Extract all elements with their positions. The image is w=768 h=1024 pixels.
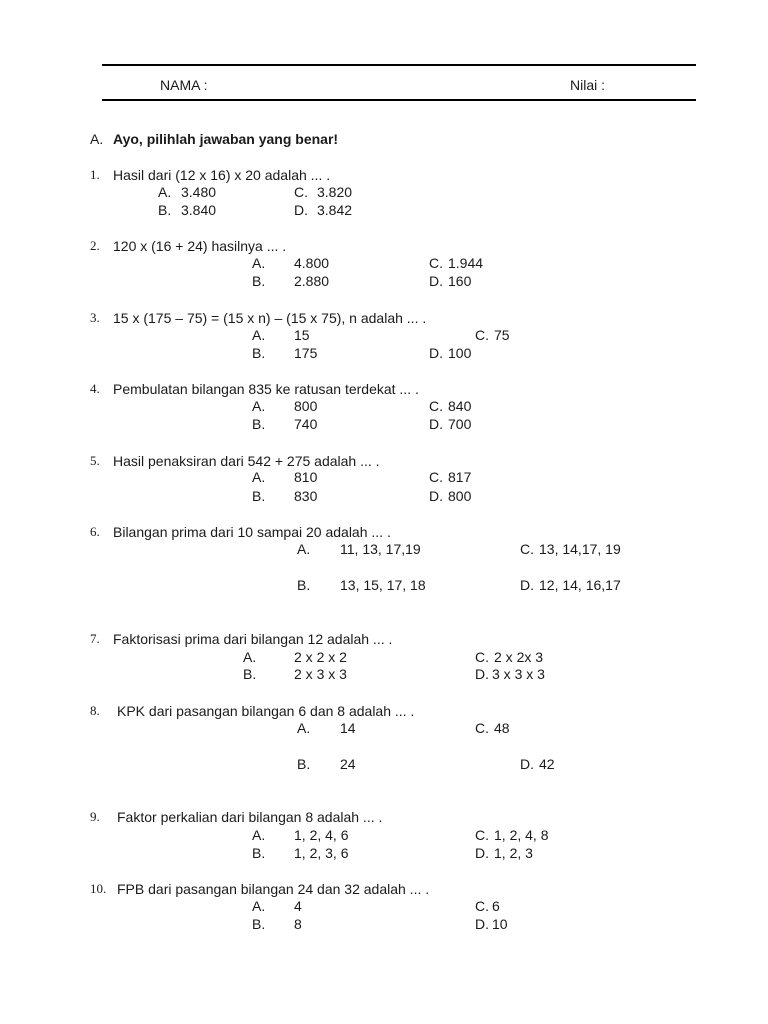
option-d-value: 42 xyxy=(539,756,555,772)
option-a-value: 1, 2, 4, 6 xyxy=(294,827,349,843)
option-a-value: 810 xyxy=(294,469,318,485)
option-b-value: 1, 2, 3, 6 xyxy=(294,845,349,861)
option-a-letter: A. xyxy=(158,184,172,200)
question-text: FPB dari pasangan bilangan 24 dan 32 adalah ... . xyxy=(117,881,430,897)
name-label: NAMA : xyxy=(160,77,208,93)
option-d-letter: D. xyxy=(429,273,443,289)
option-d-letter: D. xyxy=(429,416,443,432)
option-b-letter: B. xyxy=(243,666,257,682)
option-c-letter: C. xyxy=(475,827,489,843)
option-d-letter: D. xyxy=(520,756,534,772)
question-text: KPK dari pasangan bilangan 6 dan 8 adalah ... . xyxy=(117,703,415,719)
option-b-letter: B. xyxy=(252,416,266,432)
question-text: Hasil dari (12 x 16) x 20 adalah ... . xyxy=(113,167,331,183)
option-a-letter: A. xyxy=(252,827,266,843)
option-a-letter: A. xyxy=(252,898,266,914)
option-a-letter: A. xyxy=(297,541,311,557)
question-text: Faktorisasi prima dari bilangan 12 adalah ... . xyxy=(113,631,393,647)
option-a-letter: A. xyxy=(243,649,257,665)
option-c-letter: C. xyxy=(429,255,443,271)
option-a-letter: A. xyxy=(252,398,266,414)
question-number: 5. xyxy=(90,453,100,468)
question-number: 2. xyxy=(90,238,100,253)
option-b-letter: B. xyxy=(297,756,311,772)
question-text: Bilangan prima dari 10 sampai 20 adalah ... . xyxy=(113,524,391,540)
option-c-value: 13, 14,17, 19 xyxy=(539,541,621,557)
option-a-value: 800 xyxy=(294,398,318,414)
question-number: 3. xyxy=(90,310,100,325)
option-c-value: 6 xyxy=(492,898,500,914)
option-a-letter: A. xyxy=(252,469,266,485)
option-b-letter: B. xyxy=(252,488,266,504)
option-b-letter: B. xyxy=(158,202,172,218)
option-c-value: 1, 2, 4, 8 xyxy=(494,827,549,843)
option-a-value: 4 xyxy=(294,898,302,914)
option-b-value: 2.880 xyxy=(294,273,330,289)
option-b-value: 2 x 3 x 3 xyxy=(294,666,347,682)
option-c-value: 840 xyxy=(448,398,472,414)
option-d-value: 10 xyxy=(492,916,508,932)
option-a-letter: A. xyxy=(252,255,266,271)
question-number: 4. xyxy=(90,381,100,396)
option-c-letter: C. xyxy=(475,898,489,914)
option-d-letter: D. xyxy=(475,666,489,682)
option-d-letter: D. xyxy=(475,916,489,932)
option-d-value: 1, 2, 3 xyxy=(494,845,533,861)
option-b-letter: B. xyxy=(252,845,266,861)
option-d-letter: D. xyxy=(429,488,443,504)
option-c-letter: C. xyxy=(294,184,308,200)
option-d-value: 100 xyxy=(448,345,472,361)
option-d-value: 800 xyxy=(448,488,472,504)
question-text: 15 x (175 – 75) = (15 x n) – (15 x 75), n adalah ... . xyxy=(113,310,427,326)
section-instruction: Ayo, pilihlah jawaban yang benar! xyxy=(113,131,339,147)
option-d-letter: D. xyxy=(294,202,308,218)
option-b-value: 830 xyxy=(294,488,318,504)
option-c-value: 2 x 2x 3 xyxy=(494,649,544,665)
option-c-value: 3.820 xyxy=(317,184,353,200)
question-text: Pembulatan bilangan 835 ke ratusan terdekat ... . xyxy=(113,381,419,397)
header-bottom-rule xyxy=(102,99,696,101)
option-d-letter: D. xyxy=(520,577,534,593)
option-b-value: 3.840 xyxy=(181,202,217,218)
option-b-letter: B. xyxy=(297,577,311,593)
section-letter: A. xyxy=(90,131,104,147)
question-text: Faktor perkalian dari bilangan 8 adalah ... . xyxy=(117,809,383,825)
option-c-letter: C. xyxy=(475,649,489,665)
option-c-letter: C. xyxy=(520,541,534,557)
option-c-letter: C. xyxy=(429,469,443,485)
option-a-value: 3.480 xyxy=(181,184,217,200)
option-d-value: 700 xyxy=(448,416,472,432)
option-c-letter: C. xyxy=(475,720,489,736)
option-c-value: 48 xyxy=(494,720,510,736)
option-b-letter: B. xyxy=(252,345,266,361)
option-b-value: 13, 15, 17, 18 xyxy=(340,577,426,593)
option-b-letter: B. xyxy=(252,273,266,289)
question-number: 1. xyxy=(90,167,100,182)
option-a-value: 2 x 2 x 2 xyxy=(294,649,347,665)
question-number: 7. xyxy=(90,631,100,646)
option-a-value: 4.800 xyxy=(294,255,330,271)
option-a-value: 11, 13, 17,19 xyxy=(340,541,421,557)
option-a-value: 14 xyxy=(340,720,356,736)
option-a-letter: A. xyxy=(252,327,266,343)
option-b-value: 8 xyxy=(294,916,302,932)
option-d-value: 12, 14, 16,17 xyxy=(539,577,621,593)
header-top-rule xyxy=(102,64,696,66)
option-d-letter: D. xyxy=(475,845,489,861)
option-b-value: 24 xyxy=(340,756,356,772)
question-text: Hasil penaksiran dari 542 + 275 adalah ... . xyxy=(113,453,380,469)
option-a-letter: A. xyxy=(297,720,311,736)
question-number: 6. xyxy=(90,524,100,539)
option-d-value: 160 xyxy=(448,273,472,289)
option-c-value: 75 xyxy=(494,327,510,343)
option-a-value: 15 xyxy=(294,327,310,343)
option-b-value: 175 xyxy=(294,345,318,361)
score-label: Nilai : xyxy=(570,77,606,93)
option-c-letter: C. xyxy=(429,398,443,414)
option-b-letter: B. xyxy=(252,916,266,932)
option-d-letter: D. xyxy=(429,345,443,361)
option-c-value: 817 xyxy=(448,469,472,485)
option-d-value: 3.842 xyxy=(317,202,353,218)
option-c-value: 1.944 xyxy=(448,255,484,271)
question-number: 10. xyxy=(90,881,107,896)
option-c-letter: C. xyxy=(475,327,489,343)
option-d-value: 3 x 3 x 3 xyxy=(492,666,545,682)
question-number: 9. xyxy=(90,809,100,824)
option-b-value: 740 xyxy=(294,416,318,432)
question-number: 8. xyxy=(90,703,100,718)
question-text: 120 x (16 + 24) hasilnya ... . xyxy=(113,238,287,254)
